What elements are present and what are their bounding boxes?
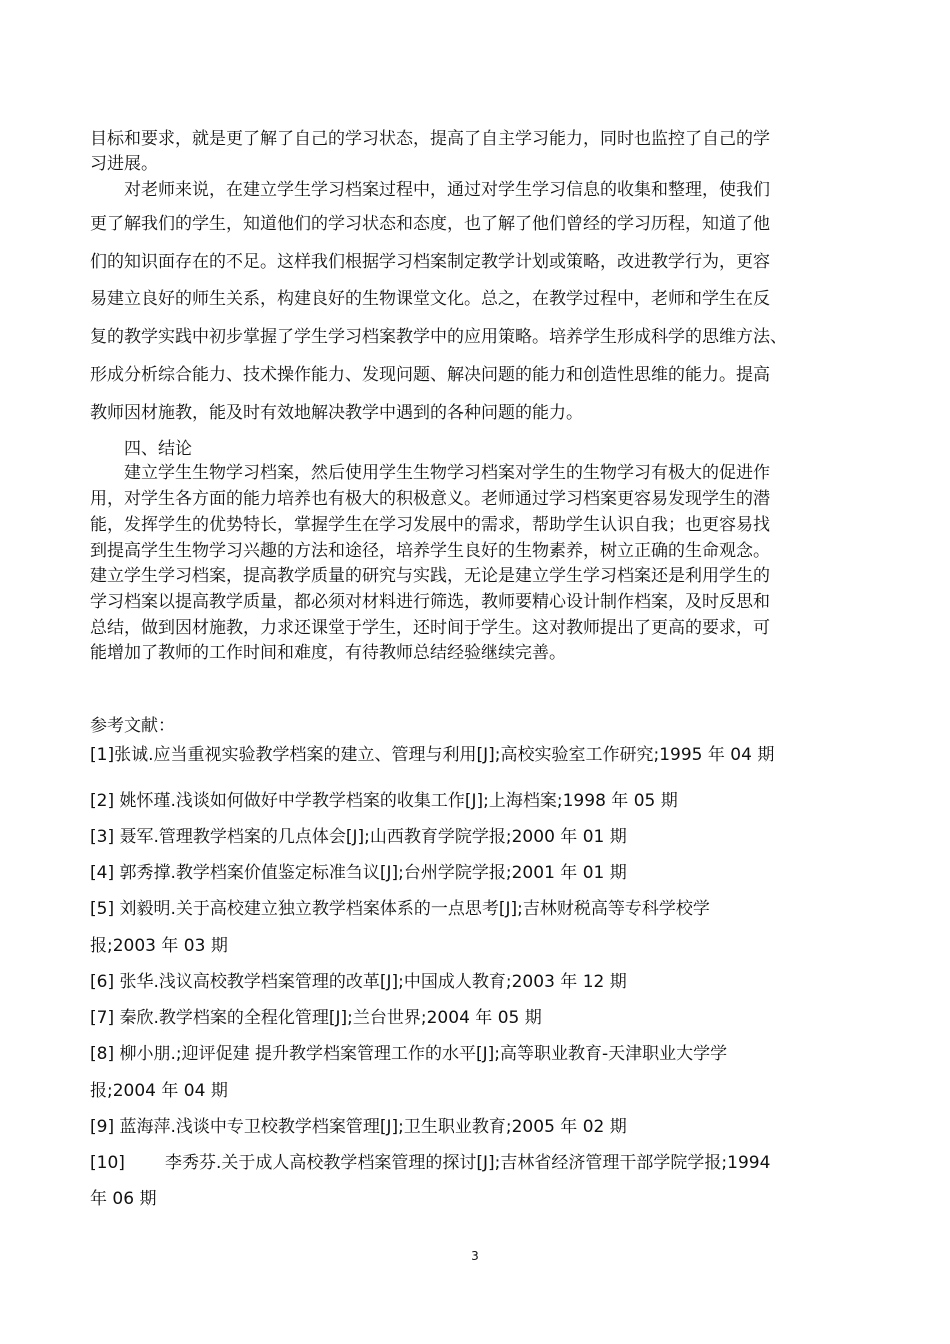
reference-item: [1]张诚.应当重视实验教学档案的建立、管理与利用[J];高校实验室工作研究;1995 年 04 期 bbox=[90, 745, 775, 765]
section-heading: 四、结论 bbox=[124, 439, 192, 459]
body-line: 形成分析综合能力、技术操作能力、发现问题、解决问题的能力和创造性思维的能力。提高 bbox=[90, 365, 770, 385]
reference-item: 报;2004 年 04 期 bbox=[90, 1081, 228, 1101]
reference-item: 李秀芬.关于成人高校教学档案管理的探讨[J];吉林省经济管理干部学院学报;1994 bbox=[165, 1153, 771, 1173]
reference-item: [5] 刘毅明.关于高校建立独立教学档案体系的一点思考[J];吉林财税高等专科学校学 bbox=[90, 899, 710, 919]
body-line: 们的知识面存在的不足。这样我们根据学习档案制定教学计划或策略，改进教学行为，更容 bbox=[90, 252, 770, 272]
body-line: 易建立良好的师生关系，构建良好的生物课堂文化。总之，在教学过程中，老师和学生在反 bbox=[90, 289, 770, 309]
body-line: 习进展。 bbox=[90, 154, 158, 174]
conclusion-line: 用，对学生各方面的能力培养也有极大的积极意义。老师通过学习档案更容易发现学生的潜 bbox=[90, 489, 770, 509]
reference-item: [6] 张华.浅议高校教学档案管理的改革[J];中国成人教育;2003 年 12 期 bbox=[90, 972, 627, 992]
reference-item: [2] 姚怀瑾.浅谈如何做好中学教学档案的收集工作[J];上海档案;1998 年 05 期 bbox=[90, 791, 678, 811]
body-line: 教师因材施教，能及时有效地解决教学中遇到的各种问题的能力。 bbox=[90, 403, 583, 423]
body-line: 复的教学实践中初步掌握了学生学习档案教学中的应用策略。培养学生形成科学的思维方法、 bbox=[90, 327, 787, 347]
conclusion-line: 学习档案以提高教学质量，都必须对材料进行筛选，教师要精心设计制作档案，及时反思和 bbox=[90, 592, 770, 612]
reference-item: [8] 柳小朋.;迎评促建 提升教学档案管理工作的水平[J];高等职业教育-天津职业大学学 bbox=[90, 1044, 728, 1064]
reference-item: [9] 蓝海萍.浅谈中专卫校教学档案管理[J];卫生职业教育;2005 年 02 期 bbox=[90, 1117, 627, 1137]
reference-item: [7] 秦欣.教学档案的全程化管理[J];兰台世界;2004 年 05 期 bbox=[90, 1008, 542, 1028]
conclusion-line: 到提高学生生物学习兴趣的方法和途径，培养学生良好的生物素养，树立正确的生命观念。 bbox=[90, 541, 770, 561]
reference-item-continuation: 年 06 期 bbox=[90, 1189, 157, 1209]
body-line: 更了解我们的学生，知道他们的学习状态和态度，也了解了他们曾经的学习历程，知道了他 bbox=[90, 214, 770, 234]
conclusion-line: 能，发挥学生的优势特长，掌握学生在学习发展中的需求，帮助学生认识自我；也更容易找 bbox=[90, 515, 770, 535]
conclusion-line: 建立学生生物学习档案，然后使用学生生物学习档案对学生的生物学习有极大的促进作 bbox=[124, 463, 770, 483]
body-line: 对老师来说，在建立学生学习档案过程中，通过对学生学习信息的收集和整理，使我们 bbox=[124, 180, 770, 200]
body-line: 目标和要求，就是更了解了自己的学习状态，提高了自主学习能力，同时也监控了自己的学 bbox=[90, 129, 770, 149]
reference-item: [4] 郭秀撑.教学档案价值鉴定标准刍议[J];台州学院学报;2001 年 01 期 bbox=[90, 863, 627, 883]
conclusion-line: 建立学生学习档案，提高教学质量的研究与实践，无论是建立学生学习档案还是利用学生的 bbox=[90, 566, 770, 586]
reference-item: 报;2003 年 03 期 bbox=[90, 936, 228, 956]
conclusion-line: 能增加了教师的工作时间和难度，有待教师总结经验继续完善。 bbox=[90, 643, 566, 663]
conclusion-line: 总结，做到因材施教，力求还课堂于学生，还时间于学生。这对教师提出了更高的要求，可 bbox=[90, 618, 770, 638]
references-heading: 参考文献： bbox=[90, 716, 175, 736]
reference-number: [10] bbox=[90, 1153, 125, 1173]
reference-item: [3] 聂军.管理教学档案的几点体会[J];山西教育学院学报;2000 年 01 期 bbox=[90, 827, 627, 847]
page-number: 3 bbox=[471, 1249, 479, 1263]
